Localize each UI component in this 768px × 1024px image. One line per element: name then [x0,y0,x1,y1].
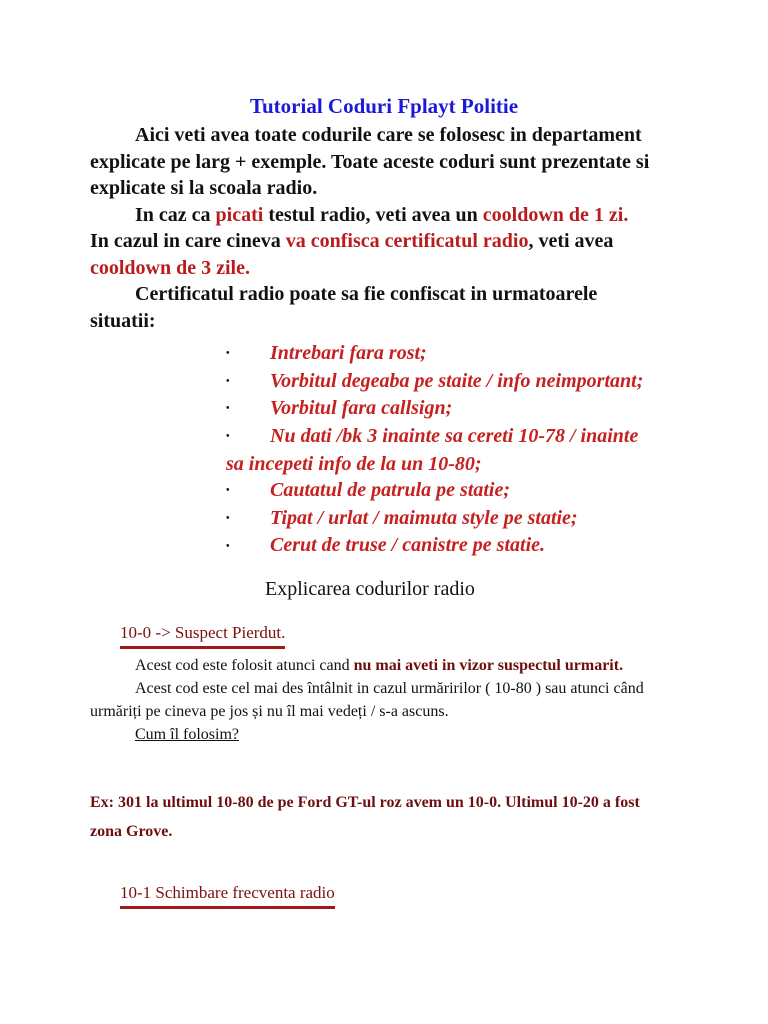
list-item-text: Cerut de truse / canistre pe statie. [270,534,545,557]
description-paragraph-2: Acest cod este cel mai des întâlnit in cazul urmăririlor ( 10-80 ) sau atunci când urmăriți pe cineva pe jos și nu îl mai vedeți / s-a ascuns. [90,680,644,720]
highlight-cooldown-3: cooldown de 3 zile. [90,256,250,279]
text-run: In cazul in care cineva [90,230,286,252]
list-item [226,340,646,368]
code-heading-10-0 [120,623,285,649]
list-item-text: Nu dati /bk 3 inainte sa cereti 10-78 / inainte sa incepeti info de la un 10-80; [226,424,639,475]
bullet-icon: • [226,540,230,552]
page-title: Tutorial Coduri Fplayt Politie [249,94,519,118]
highlight-cooldown-1: cooldown de 1 zi. [482,203,629,226]
how-to-use-heading [90,723,670,746]
text-run: testul radio, veti avea un [263,203,483,226]
list-item [226,368,646,396]
list-item [226,532,646,560]
text-run: Acest cod este folosit atunci cand [135,657,354,674]
how-to-use-text: Cum îl folosim? [135,726,239,743]
code-heading-text: 10-0 -> Suspect Pierdut. [120,623,286,642]
list-item [226,477,646,505]
list-item [226,423,646,477]
list-item-text: Cautatul de patrula pe statie; [270,479,511,502]
example-label: Ex: [90,794,118,811]
list-item-text: Vorbitul degeaba pe staite / info neimportant; [270,369,644,392]
intro-paragraph-3: Certificatul radio poate sa fie confiscat in urmatoarele situatii: [90,283,598,332]
section-heading-radio-codes: Explicarea codurilor radio [265,578,475,600]
bullet-icon: • [226,485,230,497]
list-item-text: Intrebari fara rost; [270,342,427,364]
code-heading-text: 10-1 Schimbare frecventa radio [120,883,335,902]
highlight-confisca: va confisca certificatul radio [285,230,529,252]
confiscation-reasons-list [226,340,646,560]
bullet-icon: • [226,512,230,524]
bullet-icon: • [226,431,230,443]
code-heading-10-1 [120,883,335,909]
list-item [226,505,646,533]
intro-paragraph-1: Aici veti avea toate codurile care se folosesc in departament explicate pe larg + exemple. Toate aceste coduri sunt prezentate si explicate si la scoala radio. [90,124,650,199]
highlight-picati: picati [215,203,264,226]
intro-section [90,122,650,334]
bullet-icon: • [226,403,230,415]
intro-paragraph-2 [90,202,650,282]
bullet-icon: • [226,348,230,360]
list-item [226,395,646,423]
list-item-text: Tipat / urlat / maimuta style pe statie; [270,506,578,529]
text-run: In caz ca [135,203,216,226]
code-10-0-example [90,788,650,846]
list-item-text: Vorbitul fara callsign; [270,397,453,420]
description-paragraph-1 [90,654,670,677]
example-text: 301 la ultimul 10-80 de pe Ford GT-ul roz avem un 10-0. Ultimul 10-20 a fost zona Grove. [90,794,640,840]
text-run: , veti avea [528,230,614,252]
bullet-icon: • [226,375,230,387]
code-10-0-description [90,654,670,746]
highlight-not-in-sight: nu mai aveti in vizor suspectul urmarit. [353,657,624,674]
